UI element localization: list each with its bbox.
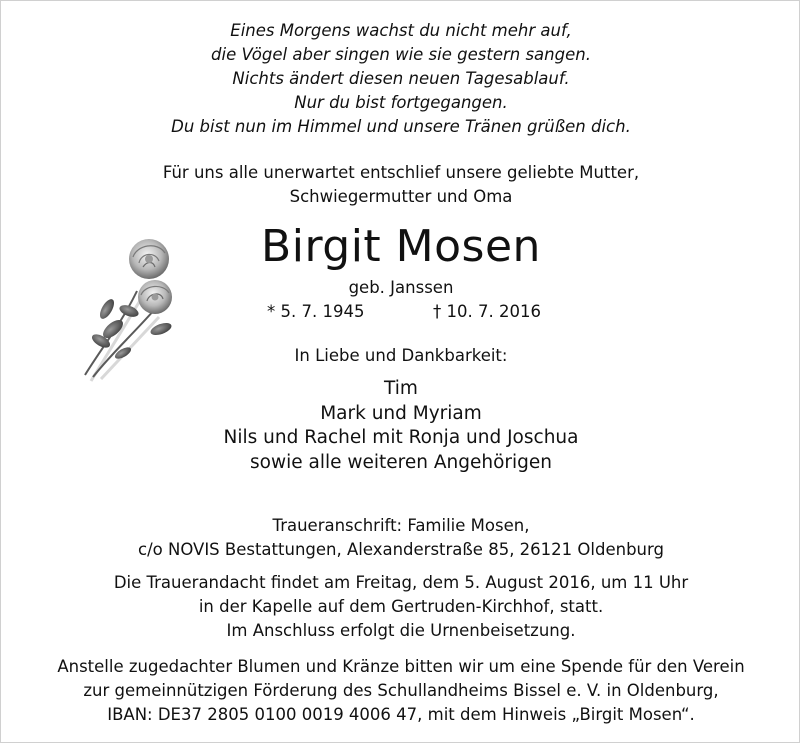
mourner-line: sowie alle weiteren Angehörigen bbox=[250, 451, 552, 473]
death-date: † 10. 7. 2016 bbox=[433, 302, 541, 321]
poem-line: Nur du bist fortgegangen. bbox=[294, 93, 508, 112]
poem-line: Nichts ändert diesen neuen Tagesablauf. bbox=[232, 69, 570, 88]
service-line: in der Kapelle auf dem Gertruden-Kirchhof, statt. bbox=[198, 597, 604, 616]
deceased-name: Birgit Mosen bbox=[261, 221, 541, 272]
mourner-line: Tim bbox=[384, 378, 418, 399]
intro-line: Schwiegermutter und Oma bbox=[289, 187, 513, 206]
service-info bbox=[1, 571, 800, 643]
memorial-poem bbox=[1, 19, 800, 139]
mourners-list bbox=[1, 377, 800, 475]
donation-line: zur gemeinnützigen Förderung des Schullandheims Bissel e. V. in Oldenburg, bbox=[83, 681, 719, 700]
mourner-line: Nils und Rachel mit Ronja und Joschua bbox=[223, 427, 579, 448]
service-line: Die Trauerandacht findet am Freitag, dem 5. August 2016, um 11 Uhr bbox=[113, 573, 689, 592]
poem-line: Eines Morgens wachst du nicht mehr auf, bbox=[230, 21, 572, 40]
poem-line: Du bist nun im Himmel und unsere Tränen grüßen dich. bbox=[171, 117, 631, 136]
mourning-address bbox=[1, 514, 800, 562]
address-line: Traueranschrift: Familie Mosen, bbox=[272, 516, 530, 535]
mourners-heading: In Liebe und Dankbarkeit: bbox=[294, 346, 508, 365]
mourner-line: Mark und Myriam bbox=[320, 402, 482, 424]
donation-line: Anstelle zugedachter Blumen und Kränze bitten wir um eine Spende für den Verein bbox=[57, 657, 745, 676]
birth-name: geb. Janssen bbox=[348, 278, 454, 297]
intro-line: Für uns alle unerwartet entschlief unsere geliebte Mutter, bbox=[162, 163, 640, 182]
service-line: Im Anschluss erfolgt die Urnenbeisetzung. bbox=[226, 621, 576, 640]
poem-line: die Vögel aber singen wie sie gestern sangen. bbox=[211, 45, 591, 64]
address-line: c/o NOVIS Bestattungen, Alexanderstraße 85, 26121 Oldenburg bbox=[138, 540, 664, 559]
birth-date: * 5. 7. 1945 bbox=[267, 302, 365, 321]
donation-line: IBAN: DE37 2805 0100 0019 4006 47, mit dem Hinweis „Birgit Mosen“. bbox=[107, 705, 695, 724]
intro-text bbox=[1, 161, 800, 209]
donation-request bbox=[1, 655, 800, 727]
